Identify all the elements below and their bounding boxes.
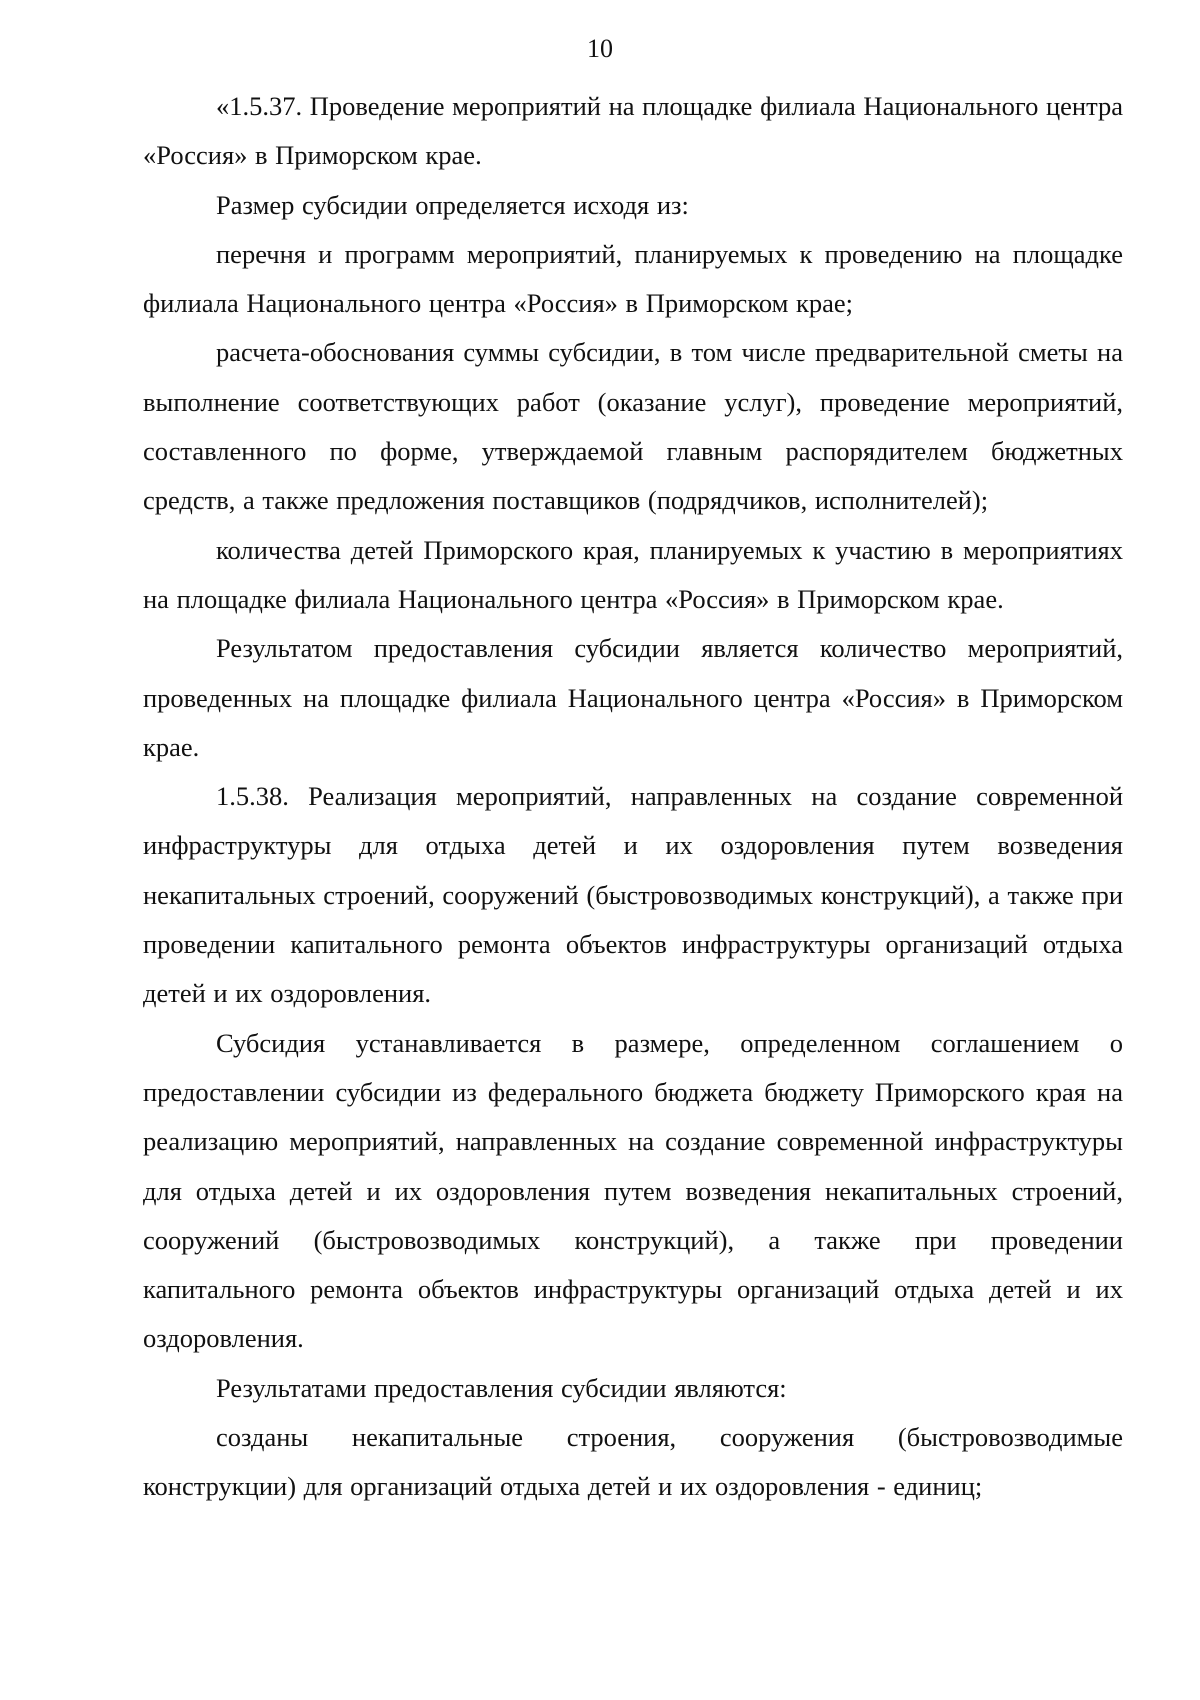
document-body [143, 82, 1123, 1512]
paragraph-result-structures: созданы некапитальные строения, сооружения (быстровозводимые конструкции) для организаций отдыха детей и их оздоровления - единиц; [143, 1422, 1123, 1502]
paragraph-results-intro: Результатами предоставления субсидии являются: [216, 1372, 787, 1403]
page-number: 10 [587, 34, 613, 63]
paragraph-children-count: количества детей Приморского края, планируемых к участию в мероприятиях на площадке филиала Национального центра «Россия» в Приморском крае. [143, 534, 1123, 614]
paragraph-subsidy-amount: Субсидия устанавливается в размере, определенном соглашением о предоставлении субсидии из федерального бюджета бюджету Приморского края на реализацию мероприятий, направленных на создание современной инфраструктуры для отдыха детей и их оздоровления путем возведения некапитальных строений, сооружений (быстровозводимых конструкций), а также при проведении капитального ремонта объектов инфраструктуры организаций отдыха детей и их оздоровления. [143, 1027, 1123, 1354]
paragraph-result-events: Результатом предоставления субсидии является количество мероприятий, проведенных на площадке филиала Национального центра «Россия» в Приморском крае. [143, 633, 1123, 762]
paragraph-events-list: перечня и программ мероприятий, планируемых к проведению на площадке филиала Национального центра «Россия» в Приморском крае; [143, 238, 1123, 319]
paragraph-calculation-justification: расчета-обоснования суммы субсидии, в том числе предварительной сметы на выполнение соответствующих работ (оказание услуг), проведение мероприятий, составленного по форме, утверждаемой главным распорядителем бюджетных средств, а также предложения поставщиков (подрядчиков, исполнителей); [143, 337, 1123, 516]
paragraph-1-5-38-title: 1.5.38. Реализация мероприятий, направленных на создание современной инфраструктуры для отдыха детей и их оздоровления путем возведения некапитальных строений, сооружений (быстровозводимых конструкций), а также при проведении капитального ремонта объектов инфраструктуры организаций отдыха детей и их оздоровления. [143, 781, 1123, 1009]
paragraph-subsidy-size-intro: Размер субсидии определяется исходя из: [216, 189, 689, 220]
paragraph-1-5-37-title: «1.5.37. Проведение мероприятий на площадке филиала Национального центра «Россия» в Приморском крае. [143, 91, 1123, 171]
